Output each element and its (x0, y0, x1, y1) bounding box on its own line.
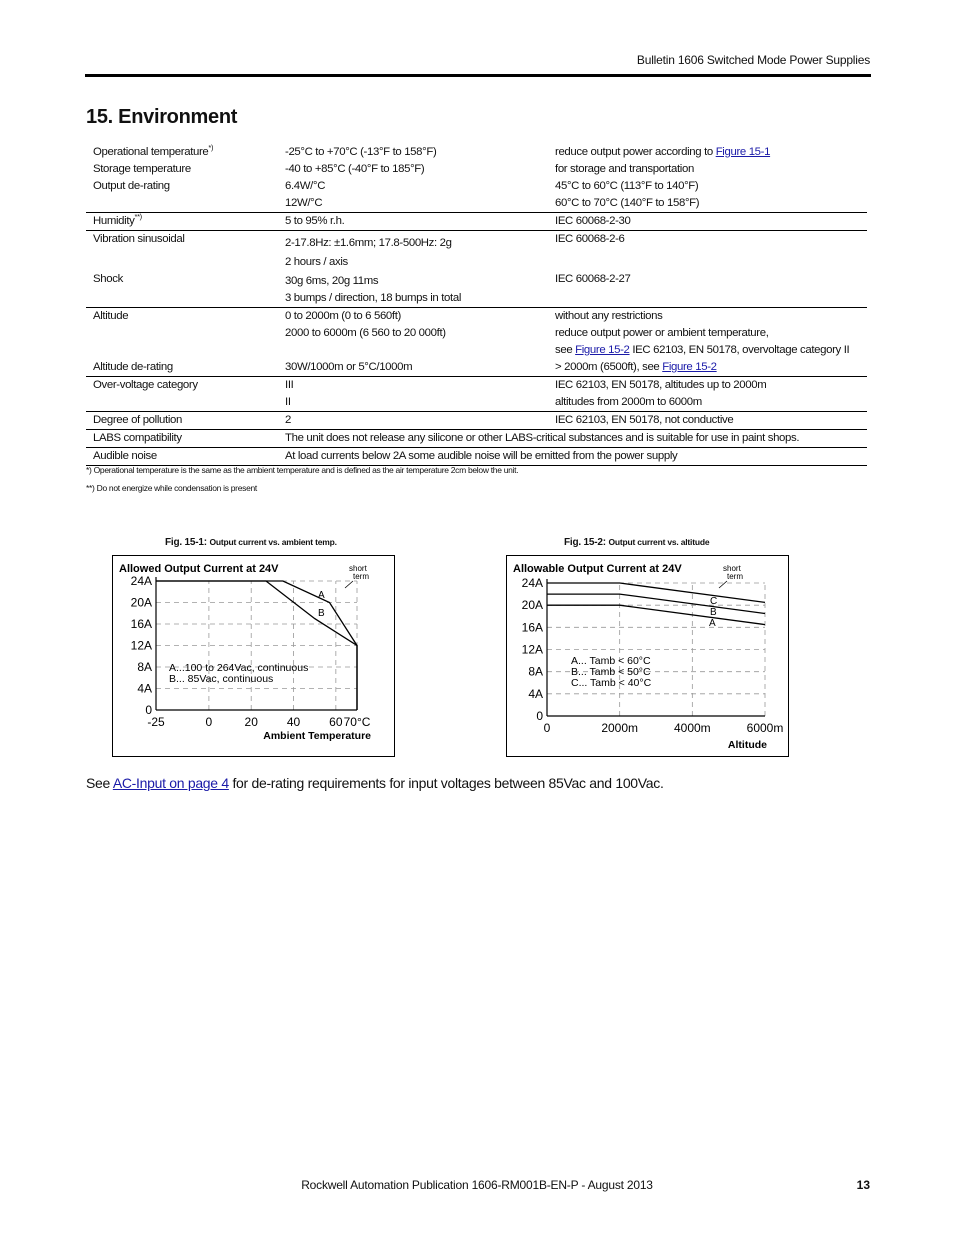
row-label (86, 342, 278, 359)
y-tick-label: 4A (137, 681, 152, 696)
section-title: 15. Environment (86, 106, 238, 128)
table-row (86, 308, 867, 326)
chart-2-svg (507, 556, 788, 756)
row-value: II (278, 394, 548, 412)
x-axis-label: Ambient Temperature (263, 730, 371, 742)
table-row (86, 394, 867, 412)
row-value: 30W/1000m or 5°C/1000m (278, 359, 548, 377)
x-tick-label: 0 (543, 721, 551, 735)
table-row (86, 377, 867, 395)
annotation-text: term (727, 572, 743, 581)
row-label: Output de-rating (93, 180, 170, 192)
table-row (86, 412, 867, 430)
legend-entry: A...100 to 264Vac, continuous (169, 662, 309, 674)
footer-publication: Rockwell Automation Publication 1606-RM001B-EN-P - August 2013 (301, 1178, 653, 1192)
table-row (86, 430, 867, 448)
table-row (86, 213, 867, 231)
footnote-operational-temp: *) Operational temperature is the same as the ambient temperature and is defined as the air temperature 2cm below the unit. (86, 465, 519, 475)
row-note: 60°C to 70°C (140°F to 158°F) (548, 195, 867, 213)
annotation-text: short (349, 564, 367, 573)
table-row (86, 161, 867, 178)
chart-output-vs-temperature (112, 555, 395, 757)
figure-15-2-link[interactable]: Figure 15-2 (575, 344, 630, 356)
row-value: 12W/°C (278, 195, 548, 213)
y-tick-label: 24A (521, 576, 543, 590)
row-label (86, 325, 278, 342)
row-label: Degree of pollution (86, 412, 278, 430)
x-tick-label: 0 (205, 715, 213, 729)
row-note: for storage and transportation (555, 163, 694, 175)
table-row (86, 359, 867, 377)
row-note: 45°C to 60°C (113°F to 140°F) (555, 180, 699, 192)
series-label: B (318, 608, 325, 619)
table-row (86, 178, 867, 195)
row-value (278, 342, 548, 359)
x-tick-label: 20 (244, 715, 258, 729)
chart-title: Allowed Output Current at 24V (119, 563, 279, 575)
see-ac-input-paragraph: See AC-Input on page 4 for de-rating requirements for input voltages between 85Vac and 100Vac. (86, 775, 664, 791)
row-value: 0 to 2000m (0 to 6 560ft) (285, 310, 401, 322)
ac-input-link[interactable]: AC-Input on page 4 (112, 775, 229, 791)
row-note: without any restrictions (555, 310, 663, 322)
row-value: 3 bumps / direction, 18 bumps in total (278, 290, 548, 308)
row-label: LABS compatibility (86, 430, 278, 448)
row-label: Audible noise (86, 448, 278, 466)
row-value: III (285, 379, 294, 391)
x-tick-label: 70°C (343, 715, 371, 729)
annotation-text: short (723, 564, 741, 573)
x-axis-label: Altitude (727, 739, 767, 751)
figure-15-1-link[interactable]: Figure 15-1 (715, 146, 771, 158)
legend-entry: B... Tamb < 50°C (571, 666, 651, 678)
chart-title: Allowable Output Current at 24V (513, 563, 682, 575)
y-tick-label: 8A (137, 660, 152, 674)
table-row (86, 448, 867, 466)
table-row (86, 195, 867, 213)
x-tick-label: 4000m (673, 721, 711, 735)
y-tick-label: 16A (521, 620, 543, 635)
row-note (548, 252, 867, 271)
legend-entry: B... 85Vac, continuous (169, 673, 274, 685)
legend-entry: A... Tamb < 60°C (571, 655, 651, 667)
row-label: Altitude (93, 310, 129, 322)
row-value: 2 (278, 412, 548, 430)
row-value: -25°C to +70°C (-13°F to 158°F) (285, 146, 437, 158)
y-tick-label: 20A (521, 598, 543, 613)
x-tick-label: 6000m (746, 721, 784, 735)
row-note: IEC 62103, EN 50178, not conductive (548, 412, 867, 430)
row-label (86, 252, 278, 271)
row-value: The unit does not release any silicone or other LABS-critical substances and is suitable for use in paint shops. (278, 430, 867, 448)
table-row (86, 231, 867, 253)
row-note: > 2000m (6500ft), see Figure 15-2 (548, 359, 867, 377)
row-value: 30g 6ms, 20g 11ms (285, 275, 379, 287)
table-row (86, 144, 867, 161)
row-label (86, 394, 278, 412)
row-note: see Figure 15-2 IEC 62103, EN 50178, overvoltage category II (555, 344, 850, 356)
table-row (86, 342, 867, 359)
y-tick-label: 0 (145, 703, 152, 717)
series-label: A (318, 590, 325, 601)
figure-15-2-link[interactable]: Figure 15-2 (662, 361, 717, 373)
chart-1-svg (113, 556, 394, 756)
y-tick-label: 0 (536, 709, 543, 723)
row-note: IEC 60068-2-27 (555, 273, 631, 285)
row-label: Altitude de-rating (86, 359, 278, 377)
row-label: Storage temperature (93, 163, 191, 175)
row-note: IEC 60068-2-6 (555, 233, 625, 245)
y-tick-label: 12A (521, 642, 543, 657)
y-tick-label: 8A (528, 664, 543, 679)
figure-15-2-caption: Fig. 15-2: Output current vs. altitude (564, 537, 710, 548)
table-row (86, 271, 867, 290)
y-tick-label: 24A (130, 574, 152, 588)
y-tick-label: 20A (130, 595, 152, 610)
annotation-pointer (345, 581, 353, 588)
y-tick-label: 4A (528, 686, 543, 701)
table-row (86, 325, 867, 342)
row-label: Vibration sinusoidal (93, 233, 185, 245)
running-header: Bulletin 1606 Switched Mode Power Supplies (636, 53, 870, 67)
row-note: reduce output power according to Figure 15-1 (555, 146, 771, 158)
row-value: 2000 to 6000m (6 560 to 20 000ft) (285, 327, 446, 339)
x-tick-label: 60 (329, 715, 343, 729)
y-tick-label: 12A (130, 638, 152, 653)
page-number: 13 (856, 1178, 870, 1192)
row-note: IEC 60068-2-30 (548, 213, 867, 231)
series-line-A (547, 605, 765, 624)
x-tick-label: 2000m (601, 721, 639, 735)
annotation-pointer (719, 581, 727, 588)
row-value: 6.4W/°C (285, 180, 326, 192)
row-note: altitudes from 2000m to 6000m (548, 394, 867, 412)
legend-entry: C... Tamb < 40°C (571, 677, 652, 689)
series-label: C (710, 596, 718, 607)
figure-15-1-caption: Fig. 15-1: Output current vs. ambient temp. (165, 537, 337, 548)
environment-table (86, 144, 867, 466)
row-label (86, 195, 278, 213)
row-note: IEC 62103, EN 50178, altitudes up to 2000m (555, 379, 767, 391)
row-label (86, 290, 278, 308)
row-note: reduce output power or ambient temperature, (555, 327, 769, 339)
y-tick-label: 16A (130, 617, 152, 631)
row-label: Over-voltage category (93, 379, 198, 391)
row-value: 2-17.8Hz: ±1.6mm; 17.8-500Hz: 2g (285, 237, 452, 249)
x-tick-label: 40 (286, 715, 301, 729)
row-label: Shock (93, 273, 123, 285)
row-value: -40 to +85°C (-40°F to 185°F) (285, 163, 425, 175)
row-label: Operational temperature*) (93, 143, 214, 158)
table-row (86, 252, 867, 271)
annotation-text: term (353, 572, 369, 581)
chart-output-vs-altitude (506, 555, 789, 757)
row-value: At load currents below 2A some audible noise will be emitted from the power supply (278, 448, 867, 466)
row-value: 2 hours / axis (285, 256, 348, 268)
series-label: B (710, 607, 717, 618)
header-rule (85, 74, 871, 77)
footnote-condensation: **) Do not energize while condensation is present (86, 483, 257, 493)
x-tick-label: -25 (147, 715, 165, 729)
row-label: Humidity**) (86, 213, 278, 231)
row-note (548, 290, 867, 308)
table-row (86, 290, 867, 308)
series-label: A (709, 618, 716, 629)
row-value: 5 to 95% r.h. (278, 213, 548, 231)
